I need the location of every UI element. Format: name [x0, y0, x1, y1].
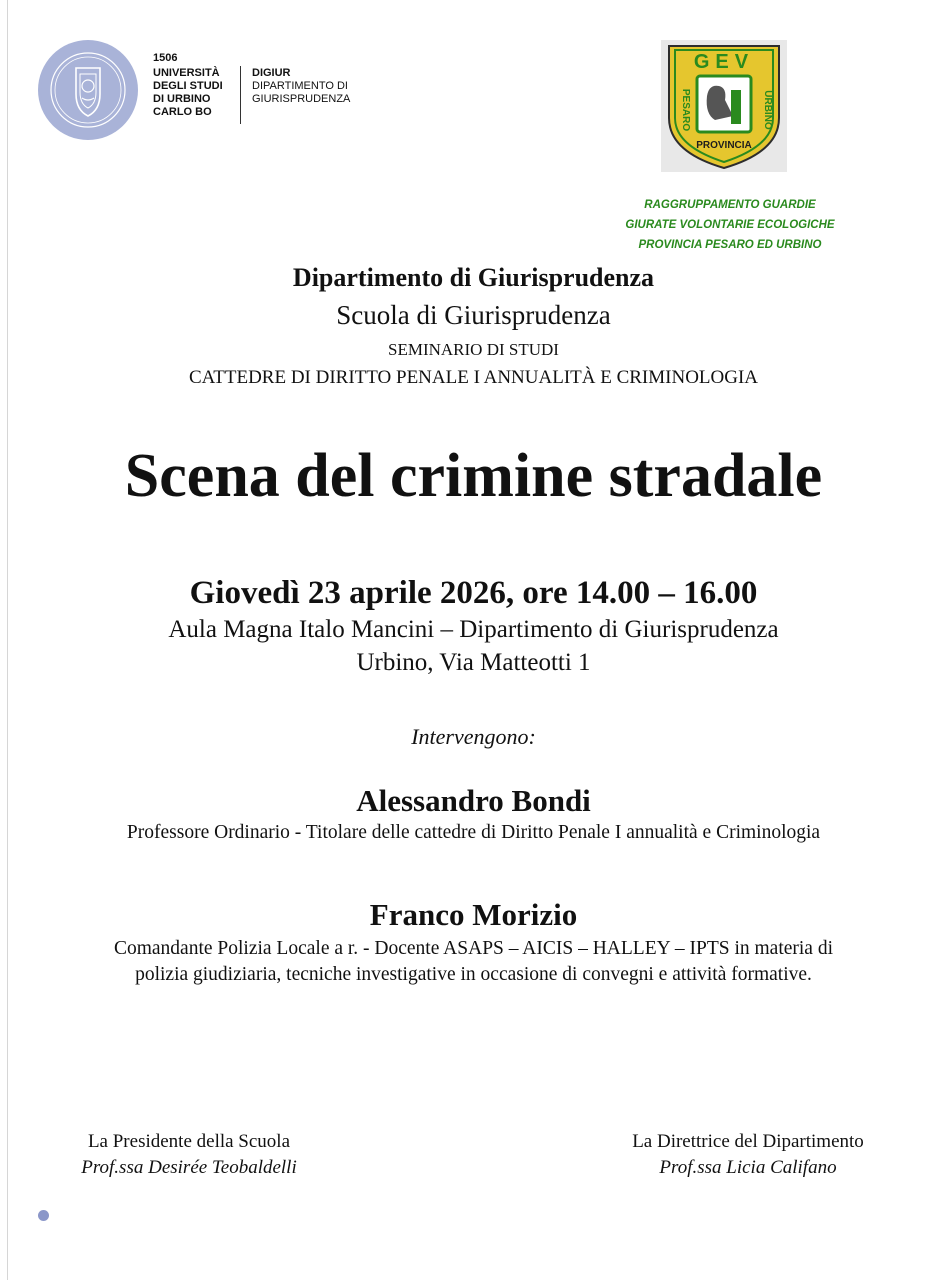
decorative-dot — [38, 1210, 49, 1221]
university-seal-logo — [38, 40, 138, 140]
department-abbreviation: DIGIUR — [252, 67, 291, 79]
speaker-role: Professore Ordinario - Titolare delle cattedre di Diritto Penale I annualità e Criminologia — [126, 822, 821, 843]
university-name-line: UNIVERSITÀ — [153, 67, 220, 79]
school-heading: Scuola di Giurisprudenza — [336, 300, 611, 330]
department-logo-text — [252, 67, 362, 106]
speaker-role-line: Comandante Polizia Locale a r. - Docente ASAPS – AICIS – HALLEY – IPTS in materia di — [113, 938, 834, 959]
event-title: Scena del crimine stradale — [124, 442, 823, 510]
event-time: , ore 14.00 – 16.00 — [505, 575, 758, 611]
gev-right-word: URBINO — [762, 90, 773, 130]
signature-department-director — [608, 1129, 888, 1181]
university-founding-year: 1506 — [153, 52, 178, 64]
logo-divider — [240, 66, 241, 124]
signature-name: Prof.ssa Desirée Teobaldelli — [81, 1157, 297, 1178]
seminar-label: SEMINARIO DI STUDI — [388, 340, 559, 359]
university-name — [153, 67, 235, 119]
gev-badge-logo — [661, 40, 787, 172]
gev-letters: GEV — [693, 51, 755, 73]
gev-left-word: PESARO — [680, 88, 691, 132]
gev-caption-line: PROVINCIA PESARO ED URBINO — [638, 239, 822, 251]
signature-name: Prof.ssa Licia Califano — [659, 1157, 837, 1178]
event-datetime — [0, 575, 947, 612]
speaker-name: Franco Morizio — [369, 897, 578, 932]
gev-caption — [580, 195, 880, 255]
event-address: Urbino, Via Matteotti 1 — [356, 649, 591, 676]
gev-bottom-word: PROVINCIA — [696, 140, 752, 151]
university-name-line: CARLO BO — [153, 106, 212, 118]
speaker-role-line: polizia giudiziaria, tecniche investigative in occasione di convegni e attività formative. — [135, 964, 812, 985]
department-heading: Dipartimento di Giurisprudenza — [292, 263, 655, 292]
event-venue: Aula Magna Italo Mancini – Dipartimento di Giurisprudenza — [168, 616, 779, 643]
speaker-role — [0, 936, 947, 988]
university-name-line: DEGLI STUDI — [153, 80, 223, 92]
university-name-line: DI URBINO — [153, 93, 211, 105]
signature-title: La Presidente della Scuola — [87, 1131, 291, 1152]
signature-title: La Direttrice del Dipartimento — [632, 1131, 864, 1152]
signature-school-president — [54, 1129, 324, 1181]
gev-caption-line: GIURATE VOLONTARIE ECOLOGICHE — [625, 219, 835, 231]
department-full-name: DIPARTIMENTO DI GIURISPRUDENZA — [252, 80, 351, 105]
speakers-label: Intervengono: — [411, 724, 536, 749]
gev-caption-line: RAGGRUPPAMENTO GUARDIE — [644, 199, 816, 211]
chairs-label: CATTEDRE DI DIRITTO PENALE I ANNUALITÀ E CRIMINOLOGIA — [188, 367, 759, 388]
speaker-name: Alessandro Bondi — [356, 783, 591, 818]
event-date: Giovedì 23 aprile 2026 — [189, 575, 506, 611]
